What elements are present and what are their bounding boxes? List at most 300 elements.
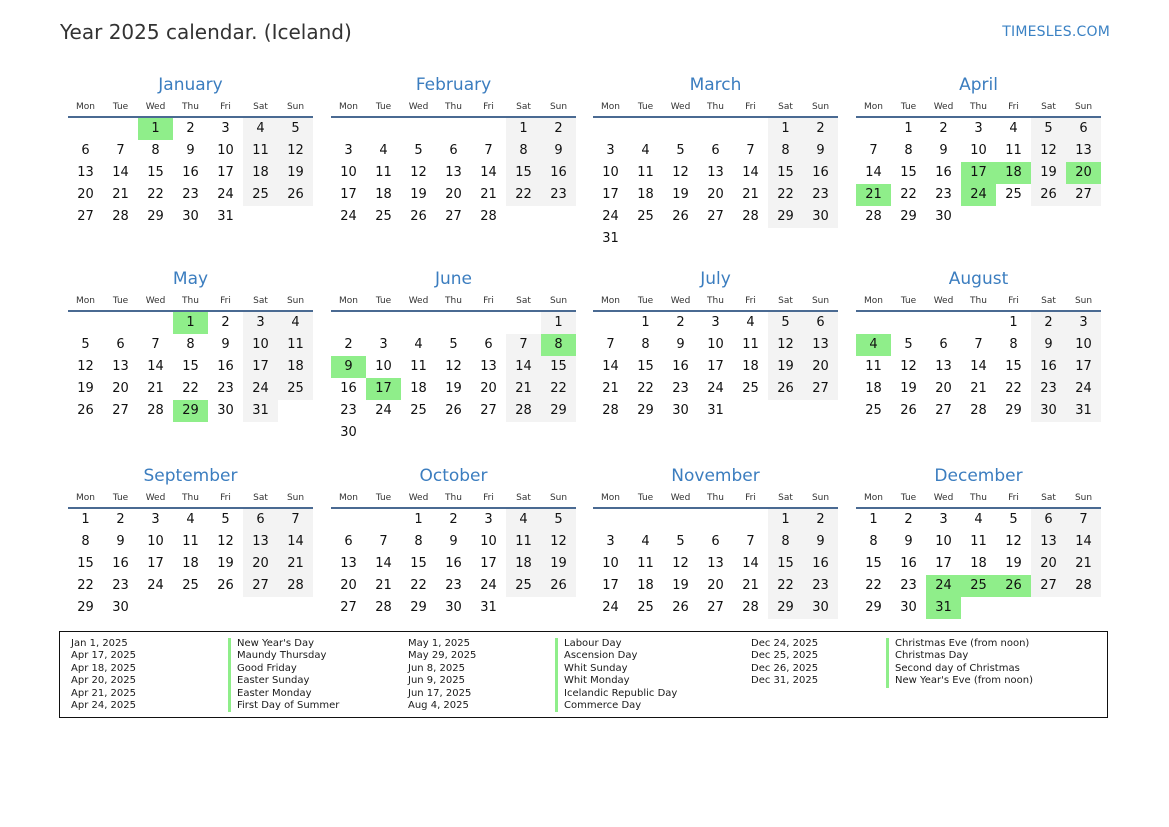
weekday-label: Fri bbox=[745, 102, 756, 112]
month-september bbox=[68, 463, 313, 619]
day-cell: 20 bbox=[803, 356, 838, 378]
day-cell: 16 bbox=[803, 553, 838, 575]
day-cell: 16 bbox=[445, 556, 462, 571]
week-row bbox=[68, 206, 313, 228]
day-cell: 15 bbox=[182, 359, 199, 374]
day-cell: 30 bbox=[935, 209, 952, 224]
holiday-name: Commerce Day bbox=[555, 700, 641, 712]
weekday-label: Sat bbox=[516, 493, 531, 503]
week-row bbox=[68, 597, 313, 619]
day-cell: 25 bbox=[637, 209, 654, 224]
empty-cell bbox=[436, 422, 471, 444]
empty-cell bbox=[891, 312, 926, 334]
weekday-header bbox=[856, 292, 1101, 312]
day-cell: 24 bbox=[1066, 378, 1101, 400]
day-cell: 6 bbox=[81, 143, 90, 158]
day-cell: 14 bbox=[970, 359, 987, 374]
holiday-legend bbox=[59, 631, 1108, 718]
day-cell: 29 bbox=[410, 600, 427, 615]
weekday-label: Mon bbox=[864, 296, 883, 306]
page-title: Year 2025 calendar. (Iceland) bbox=[60, 20, 352, 44]
day-cell: 4 bbox=[414, 337, 423, 352]
day-cell: 25 bbox=[865, 403, 882, 418]
weekday-label: Thu bbox=[970, 296, 987, 306]
day-cell: 3 bbox=[974, 121, 983, 136]
day-cell: 1 bbox=[414, 512, 423, 527]
empty-cell bbox=[663, 118, 698, 140]
week-row bbox=[856, 356, 1101, 378]
day-cell: 30 bbox=[182, 209, 199, 224]
day-cell: 24 bbox=[243, 378, 278, 400]
day-cell: 11 bbox=[506, 531, 541, 553]
day-cell: 21 bbox=[742, 578, 759, 593]
empty-cell bbox=[243, 597, 278, 619]
week-row bbox=[68, 312, 313, 334]
day-cell: 1 bbox=[1009, 315, 1018, 330]
empty-cell bbox=[506, 312, 541, 334]
empty-cell bbox=[506, 597, 541, 619]
day-cell: 6 bbox=[803, 312, 838, 334]
day-cell: 17 bbox=[602, 578, 619, 593]
weekday-label: Wed bbox=[670, 296, 691, 306]
week-row bbox=[593, 597, 838, 619]
day-cell: 1 bbox=[138, 118, 173, 140]
day-cell: 12 bbox=[217, 534, 234, 549]
weekday-label: Fri bbox=[483, 296, 494, 306]
day-cell: 7 bbox=[151, 337, 160, 352]
day-cell: 7 bbox=[116, 143, 125, 158]
day-cell: 8 bbox=[414, 534, 423, 549]
day-cell: 8 bbox=[81, 534, 90, 549]
day-cell: 24 bbox=[147, 578, 164, 593]
holiday-date: May 29, 2025 bbox=[408, 650, 477, 662]
empty-cell bbox=[331, 118, 366, 140]
week-row bbox=[856, 597, 1101, 619]
day-cell: 7 bbox=[484, 143, 493, 158]
weekday-label: Mon bbox=[601, 493, 620, 503]
weekday-label: Mon bbox=[339, 102, 358, 112]
day-cell: 25 bbox=[742, 381, 759, 396]
day-cell: 23 bbox=[803, 575, 838, 597]
day-cell: 16 bbox=[112, 556, 129, 571]
week-row bbox=[593, 575, 838, 597]
day-cell: 2 bbox=[1031, 312, 1066, 334]
week-row bbox=[331, 509, 576, 531]
day-cell: 29 bbox=[768, 597, 803, 619]
weekday-label: Sat bbox=[516, 102, 531, 112]
weekday-label: Sun bbox=[549, 493, 568, 503]
empty-cell bbox=[961, 597, 996, 619]
day-cell: 5 bbox=[449, 337, 458, 352]
month-title: July bbox=[700, 269, 731, 289]
week-row bbox=[68, 334, 313, 356]
day-cell: 30 bbox=[340, 425, 357, 440]
day-cell: 27 bbox=[77, 209, 94, 224]
month-november bbox=[593, 463, 838, 619]
day-cell: 22 bbox=[900, 187, 917, 202]
day-cell: 10 bbox=[1066, 334, 1101, 356]
day-cell: 8 bbox=[869, 534, 878, 549]
day-cell: 2 bbox=[904, 512, 913, 527]
empty-cell bbox=[173, 597, 208, 619]
day-cell: 28 bbox=[742, 600, 759, 615]
weekday-header bbox=[856, 98, 1101, 118]
day-cell: 26 bbox=[445, 403, 462, 418]
empty-cell bbox=[856, 312, 891, 334]
weekday-label: Mon bbox=[339, 296, 358, 306]
week-row bbox=[593, 228, 838, 250]
weekday-label: Sun bbox=[1074, 102, 1093, 112]
day-cell: 13 bbox=[1066, 140, 1101, 162]
holiday-name: First Day of Summer bbox=[228, 700, 339, 712]
month-march bbox=[593, 72, 838, 250]
day-cell: 26 bbox=[768, 378, 803, 400]
day-cell: 22 bbox=[637, 381, 654, 396]
weekday-label: Mon bbox=[76, 102, 95, 112]
empty-cell bbox=[436, 118, 471, 140]
day-cell: 28 bbox=[742, 209, 759, 224]
holiday-date: Apr 21, 2025 bbox=[71, 687, 137, 699]
day-cell: 9 bbox=[676, 337, 685, 352]
legend-entry bbox=[408, 650, 738, 662]
day-cell: 3 bbox=[1066, 312, 1101, 334]
holiday-date: Apr 17, 2025 bbox=[71, 650, 137, 662]
day-cell: 25 bbox=[375, 209, 392, 224]
day-cell: 12 bbox=[900, 359, 917, 374]
weekday-label: Fri bbox=[483, 493, 494, 503]
day-cell: 27 bbox=[935, 403, 952, 418]
day-cell: 28 bbox=[602, 403, 619, 418]
day-cell: 10 bbox=[243, 334, 278, 356]
day-cell: 2 bbox=[939, 121, 948, 136]
week-row bbox=[856, 334, 1101, 356]
holiday-date: Dec 31, 2025 bbox=[751, 675, 819, 687]
day-cell: 16 bbox=[1031, 356, 1066, 378]
week-row bbox=[68, 553, 313, 575]
empty-cell bbox=[663, 509, 698, 531]
day-cell: 18 bbox=[637, 578, 654, 593]
empty-cell bbox=[593, 509, 628, 531]
weekday-label: Thu bbox=[445, 296, 462, 306]
day-cell: 20 bbox=[445, 187, 462, 202]
day-cell: 13 bbox=[77, 165, 94, 180]
week-row bbox=[331, 553, 576, 575]
week-row bbox=[68, 575, 313, 597]
legend-entry bbox=[71, 650, 401, 662]
week-row bbox=[856, 575, 1101, 597]
day-cell: 27 bbox=[707, 209, 724, 224]
legend-entry bbox=[751, 675, 1081, 687]
legend-entry bbox=[751, 663, 1081, 675]
week-row bbox=[593, 162, 838, 184]
week-row bbox=[593, 184, 838, 206]
day-cell: 1 bbox=[904, 121, 913, 136]
day-cell: 22 bbox=[865, 578, 882, 593]
month-title: September bbox=[143, 466, 238, 486]
day-cell: 26 bbox=[217, 578, 234, 593]
day-cell: 10 bbox=[707, 337, 724, 352]
day-cell: 24 bbox=[707, 381, 724, 396]
day-cell: 21 bbox=[602, 381, 619, 396]
week-row bbox=[593, 531, 838, 553]
week-row bbox=[331, 162, 576, 184]
day-cell: 26 bbox=[672, 600, 689, 615]
weekday-label: Thu bbox=[707, 493, 724, 503]
week-row bbox=[331, 206, 576, 228]
day-cell: 6 bbox=[711, 534, 720, 549]
day-cell: 23 bbox=[672, 381, 689, 396]
day-cell: 10 bbox=[375, 359, 392, 374]
day-cell: 31 bbox=[243, 400, 278, 422]
day-cell: 28 bbox=[375, 600, 392, 615]
day-cell: 31 bbox=[1066, 400, 1101, 422]
day-cell: 17 bbox=[147, 556, 164, 571]
day-cell: 11 bbox=[410, 359, 427, 374]
day-cell: 14 bbox=[112, 165, 129, 180]
day-cell: 16 bbox=[182, 165, 199, 180]
weekday-label: Sat bbox=[1041, 296, 1056, 306]
empty-cell bbox=[628, 118, 663, 140]
day-cell: 25 bbox=[637, 600, 654, 615]
day-cell: 9 bbox=[1031, 334, 1066, 356]
day-cell: 3 bbox=[379, 337, 388, 352]
empty-cell bbox=[996, 597, 1031, 619]
weekday-label: Wed bbox=[145, 493, 166, 503]
day-cell: 21 bbox=[970, 381, 987, 396]
day-cell: 14 bbox=[742, 165, 759, 180]
day-cell: 16 bbox=[541, 162, 576, 184]
empty-cell bbox=[68, 118, 103, 140]
day-cell: 18 bbox=[742, 359, 759, 374]
day-cell: 30 bbox=[672, 403, 689, 418]
day-cell: 6 bbox=[116, 337, 125, 352]
day-cell: 17 bbox=[480, 556, 497, 571]
weekday-label: Tue bbox=[112, 493, 129, 503]
day-cell: 24 bbox=[602, 600, 619, 615]
day-cell: 1 bbox=[506, 118, 541, 140]
day-cell: 7 bbox=[606, 337, 615, 352]
week-row bbox=[331, 312, 576, 334]
holiday-date: Jun 17, 2025 bbox=[408, 687, 472, 699]
empty-cell bbox=[331, 509, 366, 531]
day-cell: 5 bbox=[1031, 118, 1066, 140]
day-cell: 28 bbox=[112, 209, 129, 224]
day-cell: 17 bbox=[1066, 356, 1101, 378]
weekday-label: Sat bbox=[1041, 493, 1056, 503]
legend-entry bbox=[71, 663, 401, 675]
week-row bbox=[68, 118, 313, 140]
holiday-date: Dec 26, 2025 bbox=[751, 662, 819, 674]
weekday-label: Tue bbox=[112, 102, 129, 112]
week-row bbox=[68, 378, 313, 400]
day-cell: 18 bbox=[182, 556, 199, 571]
empty-cell bbox=[1031, 206, 1066, 228]
day-cell: 3 bbox=[484, 512, 493, 527]
day-cell: 6 bbox=[939, 337, 948, 352]
day-cell: 7 bbox=[278, 509, 313, 531]
day-cell: 16 bbox=[803, 162, 838, 184]
site-link[interactable]: TIMESLES.COM bbox=[1002, 24, 1110, 40]
day-cell: 12 bbox=[541, 531, 576, 553]
day-cell: 10 bbox=[340, 165, 357, 180]
week-row bbox=[331, 334, 576, 356]
day-cell: 4 bbox=[243, 118, 278, 140]
day-cell: 19 bbox=[278, 162, 313, 184]
empty-cell bbox=[1066, 206, 1101, 228]
month-may bbox=[68, 266, 313, 422]
day-cell: 2 bbox=[186, 121, 195, 136]
weekday-label: Fri bbox=[483, 102, 494, 112]
day-cell: 30 bbox=[445, 600, 462, 615]
day-cell: 4 bbox=[641, 534, 650, 549]
empty-cell bbox=[278, 597, 313, 619]
weekday-label: Thu bbox=[970, 102, 987, 112]
weekday-label: Sat bbox=[778, 296, 793, 306]
day-cell: 7 bbox=[506, 334, 541, 356]
day-cell: 5 bbox=[81, 337, 90, 352]
day-cell: 5 bbox=[541, 509, 576, 531]
day-cell: 17 bbox=[961, 162, 996, 184]
day-cell: 13 bbox=[445, 165, 462, 180]
day-cell: 9 bbox=[803, 140, 838, 162]
month-december bbox=[856, 463, 1101, 619]
weekday-label: Mon bbox=[864, 493, 883, 503]
day-cell: 13 bbox=[803, 334, 838, 356]
week-row bbox=[331, 597, 576, 619]
day-cell: 17 bbox=[935, 556, 952, 571]
day-cell: 9 bbox=[331, 356, 366, 378]
day-cell: 5 bbox=[414, 143, 423, 158]
day-cell: 13 bbox=[340, 556, 357, 571]
day-cell: 10 bbox=[602, 556, 619, 571]
month-january bbox=[68, 72, 313, 228]
empty-cell bbox=[366, 509, 401, 531]
day-cell: 28 bbox=[970, 403, 987, 418]
day-cell: 12 bbox=[77, 359, 94, 374]
legend-entry bbox=[408, 663, 738, 675]
day-cell: 20 bbox=[707, 187, 724, 202]
day-cell: 22 bbox=[768, 575, 803, 597]
empty-cell bbox=[803, 400, 838, 422]
week-row bbox=[593, 509, 838, 531]
day-cell: 17 bbox=[217, 165, 234, 180]
day-cell: 13 bbox=[1031, 531, 1066, 553]
day-cell: 8 bbox=[768, 140, 803, 162]
day-cell: 7 bbox=[974, 337, 983, 352]
week-row bbox=[331, 422, 576, 444]
legend-entry bbox=[71, 700, 401, 712]
weekday-label: Mon bbox=[339, 493, 358, 503]
day-cell: 25 bbox=[243, 184, 278, 206]
holiday-date: Apr 20, 2025 bbox=[71, 675, 137, 687]
day-cell: 26 bbox=[278, 184, 313, 206]
empty-cell bbox=[768, 228, 803, 250]
empty-cell bbox=[541, 422, 576, 444]
holiday-name: Christmas Day bbox=[886, 650, 968, 662]
day-cell: 18 bbox=[996, 162, 1031, 184]
day-cell: 20 bbox=[243, 553, 278, 575]
day-cell: 9 bbox=[541, 140, 576, 162]
month-title: February bbox=[415, 75, 492, 95]
holiday-date: Aug 4, 2025 bbox=[408, 700, 469, 711]
holiday-date: Dec 24, 2025 bbox=[751, 638, 819, 649]
day-cell: 27 bbox=[803, 378, 838, 400]
month-title: January bbox=[158, 75, 223, 95]
day-cell: 28 bbox=[147, 403, 164, 418]
empty-cell bbox=[996, 206, 1031, 228]
day-cell: 30 bbox=[803, 206, 838, 228]
day-cell: 10 bbox=[602, 165, 619, 180]
empty-cell bbox=[506, 422, 541, 444]
empty-cell bbox=[366, 422, 401, 444]
weekday-label: Tue bbox=[375, 296, 392, 306]
day-cell: 9 bbox=[939, 143, 948, 158]
weekday-label: Tue bbox=[900, 493, 917, 503]
day-cell: 16 bbox=[217, 359, 234, 374]
month-title: November bbox=[671, 466, 760, 486]
empty-cell bbox=[856, 118, 891, 140]
week-row bbox=[856, 378, 1101, 400]
day-cell: 4 bbox=[186, 512, 195, 527]
day-cell: 19 bbox=[541, 553, 576, 575]
day-cell: 16 bbox=[900, 556, 917, 571]
day-cell: 31 bbox=[480, 600, 497, 615]
day-cell: 11 bbox=[375, 165, 392, 180]
weekday-label: Thu bbox=[970, 493, 987, 503]
month-october bbox=[331, 463, 576, 619]
day-cell: 29 bbox=[173, 400, 208, 422]
day-cell: 21 bbox=[856, 184, 891, 206]
empty-cell bbox=[103, 118, 138, 140]
day-cell: 30 bbox=[1031, 400, 1066, 422]
day-cell: 28 bbox=[865, 209, 882, 224]
day-cell: 21 bbox=[742, 187, 759, 202]
day-cell: 20 bbox=[1031, 553, 1066, 575]
day-cell: 5 bbox=[221, 512, 230, 527]
day-cell: 3 bbox=[344, 143, 353, 158]
weekday-label: Sun bbox=[549, 296, 568, 306]
day-cell: 26 bbox=[1031, 184, 1066, 206]
day-cell: 20 bbox=[112, 381, 129, 396]
day-cell: 31 bbox=[602, 231, 619, 246]
week-row bbox=[593, 356, 838, 378]
weekday-header bbox=[68, 292, 313, 312]
weekday-label: Wed bbox=[408, 102, 429, 112]
day-cell: 31 bbox=[926, 597, 961, 619]
day-cell: 5 bbox=[278, 118, 313, 140]
weekday-label: Sun bbox=[811, 296, 830, 306]
empty-cell bbox=[593, 312, 628, 334]
day-cell: 3 bbox=[606, 534, 615, 549]
day-cell: 11 bbox=[970, 534, 987, 549]
legend-entry bbox=[71, 638, 401, 650]
day-cell: 27 bbox=[1066, 184, 1101, 206]
month-february bbox=[331, 72, 576, 228]
day-cell: 9 bbox=[449, 534, 458, 549]
empty-cell bbox=[593, 118, 628, 140]
day-cell: 19 bbox=[900, 381, 917, 396]
day-cell: 6 bbox=[1066, 118, 1101, 140]
day-cell: 31 bbox=[707, 403, 724, 418]
month-title: December bbox=[934, 466, 1023, 486]
day-cell: 28 bbox=[506, 400, 541, 422]
weekday-label: Sat bbox=[253, 493, 268, 503]
day-cell: 10 bbox=[970, 143, 987, 158]
week-row bbox=[593, 400, 838, 422]
weekday-label: Mon bbox=[864, 102, 883, 112]
day-cell: 12 bbox=[445, 359, 462, 374]
day-cell: 9 bbox=[186, 143, 195, 158]
